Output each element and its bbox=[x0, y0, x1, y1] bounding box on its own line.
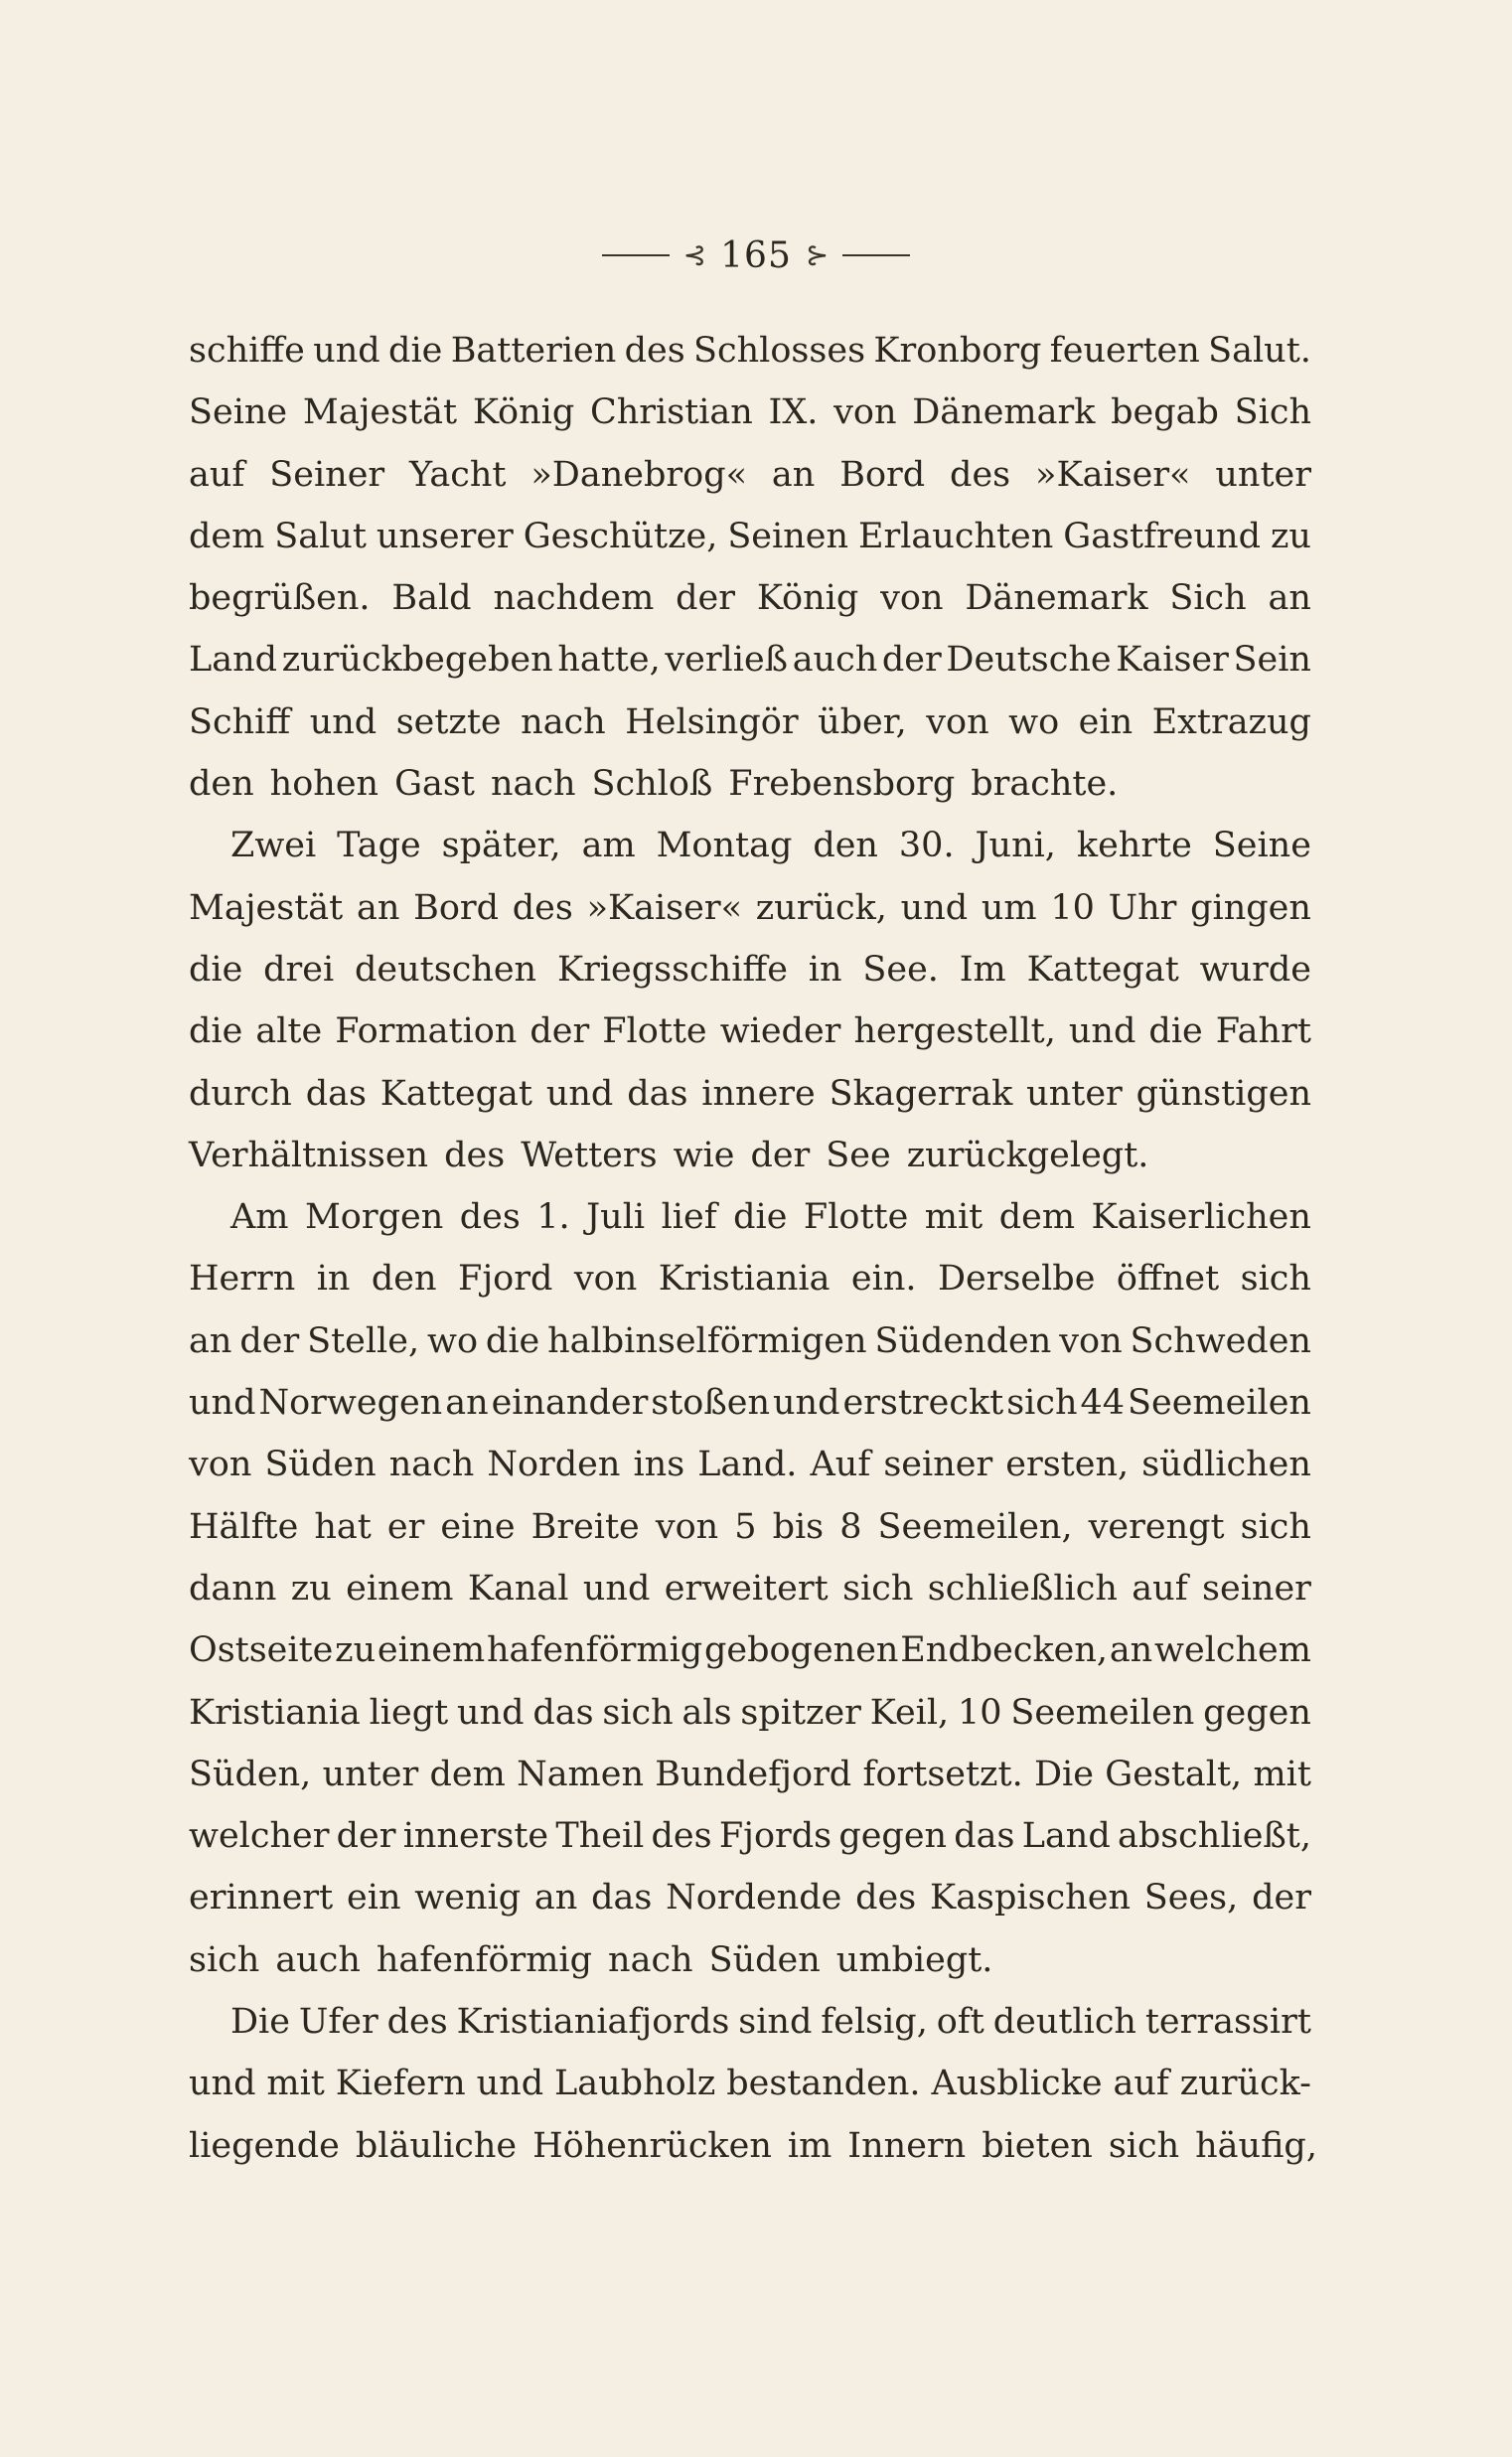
text-line: Süden, unter dem Namen Bundefjord fortsetzt. Die Gestalt, mit bbox=[189, 1754, 1311, 1794]
text-line: Schiff und setzte nach Helsingör über, von wo ein Extrazug bbox=[189, 701, 1311, 742]
text-line: schiffe und die Batterien des Schlosses Kronborg feuerten Salut. bbox=[189, 331, 1311, 371]
header-rule-right bbox=[842, 254, 910, 256]
text-line: und mit Kiefern und Laubholz bestanden. Ausblicke auf zurück- bbox=[189, 2064, 1311, 2104]
text-line: den hohen Gast nach Schloß Frebensborg brachte. bbox=[189, 764, 1119, 805]
body-text bbox=[189, 320, 1317, 2177]
text-line: und Norwegen an einander stoßen und erstreckt sich 44 Seemeilen bbox=[189, 1383, 1311, 1424]
text-line: auf Seiner Yacht »Danebrog« an Bord des »Kaiser« unter bbox=[189, 454, 1311, 495]
text-line: Zwei Tage später, am Montag den 30. Juni, kehrte Seine bbox=[230, 826, 1311, 866]
text-line: sich auch hafenförmig nach Süden umbiegt. bbox=[189, 1939, 993, 1980]
text-line: dann zu einem Kanal und erweitert sich schließlich auf seiner bbox=[189, 1568, 1311, 1609]
text-line: Hälfte hat er eine Breite von 5 bis 8 Seemeilen, verengt sich bbox=[189, 1506, 1311, 1547]
text-line: durch das Kattegat und das innere Skagerrak unter günstigen bbox=[189, 1073, 1311, 1114]
text-line: Land zurückbegeben hatte, verließ auch der Deutsche Kaiser Sein bbox=[189, 640, 1311, 681]
text-line: welcher der innerste Theil des Fjords gegen das Land abschließt, bbox=[189, 1816, 1311, 1857]
text-line: an der Stelle, wo die halbinselförmigen Südenden von Schweden bbox=[189, 1320, 1311, 1361]
text-line: begrüßen. Bald nachdem der König von Dänemark Sich an bbox=[189, 578, 1311, 619]
text-line: dem Salut unserer Geschütze, Seinen Erlauchten Gastfreund zu bbox=[189, 516, 1311, 556]
ornament-left-icon: ⊰ bbox=[682, 238, 707, 271]
page-header bbox=[0, 230, 1512, 280]
text-line: Majestät an Bord des »Kaiser« zurück, und um 10 Uhr gingen bbox=[189, 887, 1311, 928]
text-line: liegende bläuliche Höhenrücken im Innern bieten sich häufig, bbox=[189, 2125, 1317, 2166]
text-line: von Süden nach Norden ins Land. Auf seiner ersten, südlichen bbox=[189, 1445, 1311, 1485]
text-line: Die Ufer des Kristianiafjords sind felsig, oft deutlich terrassirt bbox=[230, 2002, 1311, 2043]
text-line: Seine Majestät König Christian IX. von Dänemark begab Sich bbox=[189, 392, 1311, 433]
text-line: die alte Formation der Flotte wieder hergestellt, und die Fahrt bbox=[189, 1011, 1311, 1052]
text-line: Kristiania liegt und das sich als spitzer Keil, 10 Seemeilen gegen bbox=[189, 1692, 1311, 1733]
text-line: Herrn in den Fjord von Kristiania ein. Derselbe öffnet sich bbox=[189, 1259, 1311, 1300]
text-line: die drei deutschen Kriegsschiffe in See. Im Kattegat wurde bbox=[189, 949, 1311, 990]
text-line: Am Morgen des 1. Juli lief die Flotte mit dem Kaiserlichen bbox=[230, 1197, 1311, 1238]
text-line: Ostseite zu einem hafenförmig gebogenen Endbecken, an welchem bbox=[189, 1630, 1311, 1671]
text-line: erinnert ein wenig an das Nordende des Kaspischen Sees, der bbox=[189, 1878, 1311, 1919]
text-line: Verhältnissen des Wetters wie der See zurückgelegt. bbox=[189, 1135, 1149, 1175]
ornament-right-icon: ⊱ bbox=[805, 238, 830, 271]
page-number: 165 bbox=[720, 234, 792, 276]
header-rule-left bbox=[602, 254, 670, 256]
